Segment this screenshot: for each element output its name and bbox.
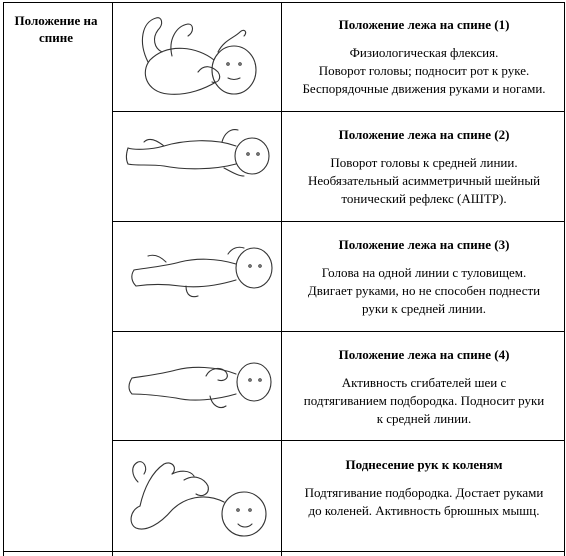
- row-divider-2: [112, 221, 565, 222]
- baby-supine-midline-icon: [126, 240, 276, 310]
- row-4-line-3: к средней линии.: [376, 411, 472, 426]
- section-label: Положение на спине: [14, 13, 98, 45]
- row-5-text: [283, 456, 565, 520]
- row-4-line-2: подтягиванием подбородка. Подносит руки: [303, 393, 545, 408]
- baby-hands-to-knees-icon: [124, 452, 274, 544]
- row-4-text: [283, 346, 565, 428]
- row-2-line-1: Поворот головы к средней линии.: [330, 155, 518, 170]
- row-5-line-1: Подтягивание подбородка. Достает руками: [304, 485, 544, 500]
- row-divider-4: [112, 440, 565, 441]
- row-divider-1: [112, 111, 565, 112]
- row-1-line-1: Физиологическая флексия.: [349, 45, 499, 60]
- row-5-line-2: до коленей. Активность брюшных мышц.: [308, 503, 540, 518]
- baby-supine-flexed-icon: [128, 12, 268, 104]
- row-5-title: Поднесение рук к коленям: [345, 457, 503, 472]
- row-3-line-1: Голова на одной линии с туловищем.: [321, 265, 527, 280]
- row-1-title: Положение лежа на спине (1): [338, 17, 510, 32]
- row-divider-5: [3, 551, 565, 552]
- row-3-title: Положение лежа на спине (3): [338, 237, 510, 252]
- row-1-line-3: Беспорядочные движения руками и ногами.: [302, 81, 546, 96]
- table-border-top: [3, 2, 565, 3]
- row-3-line-2: Двигает руками, но не способен поднести: [307, 283, 541, 298]
- row-3-line-3: руки к средней линии.: [362, 301, 486, 316]
- table-border-left: [3, 2, 4, 556]
- table-divider-1: [112, 2, 113, 556]
- row-1-line-2: Поворот головы; подносит рот к руке.: [318, 63, 530, 78]
- row-3-text: [283, 236, 565, 318]
- row-2-title: Положение лежа на спине (2): [338, 127, 510, 142]
- row-2-line-3: тонический рефлекс (АШТР).: [341, 191, 507, 206]
- row-1-text: [283, 16, 565, 98]
- baby-supine-extended-icon: [124, 120, 274, 212]
- row-2-line-2: Необязательный асимметричный шейный: [307, 173, 541, 188]
- row-2-text: [283, 126, 565, 208]
- row-4-line-1: Активность сгибателей шеи с: [341, 375, 507, 390]
- table-divider-2: [281, 2, 282, 556]
- baby-supine-hands-midline-icon: [126, 352, 276, 418]
- row-divider-3: [112, 331, 565, 332]
- row-4-title: Положение лежа на спине (4): [338, 347, 510, 362]
